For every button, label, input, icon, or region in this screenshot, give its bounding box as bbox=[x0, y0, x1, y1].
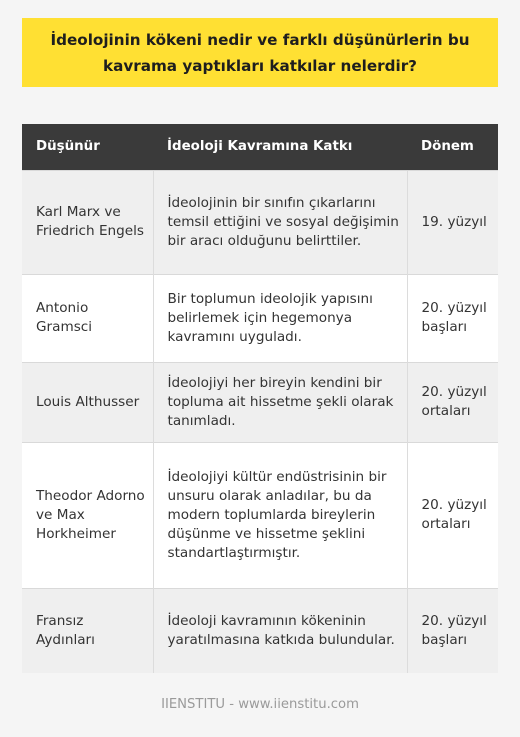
cell-contribution: Bir toplumun ideolojik yapısını belirlemek için hegemonya kavramını uyguladı. bbox=[153, 274, 407, 362]
cell-contribution: İdeolojiyi her bireyin kendini bir topluma ait hissetme şekli olarak tanımladı. bbox=[153, 362, 407, 442]
cell-contribution: İdeoloji kavramının kökeninin yaratılmasına katkıda bulundular. bbox=[153, 588, 407, 673]
footer-credit: IIENSTITU - www.iienstitu.com bbox=[161, 697, 359, 712]
cell-thinker: Karl Marx ve Friedrich Engels bbox=[22, 170, 153, 274]
table-row bbox=[22, 588, 498, 673]
thinkers-table bbox=[22, 124, 498, 673]
cell-period: 19. yüzyıl bbox=[407, 170, 498, 274]
cell-thinker: Theodor Adorno ve Max Horkheimer bbox=[22, 442, 153, 588]
table-row bbox=[22, 170, 498, 274]
cell-thinker: Louis Althusser bbox=[22, 362, 153, 442]
cell-contribution: İdeolojiyi kültür endüstrisinin bir unsuru olarak anladılar, bu da modern toplumlarda bireylerin düşünme ve hissetme şeklini standartlaştırmıştır. bbox=[153, 442, 407, 588]
table-row bbox=[22, 274, 498, 362]
cell-period: 20. yüzyıl ortaları bbox=[407, 442, 498, 588]
cell-thinker: Fransız Aydınları bbox=[22, 588, 153, 673]
title-banner bbox=[22, 18, 498, 87]
page-title: İdeolojinin kökeni nedir ve farklı düşünürlerin bu kavrama yaptıkları katkılar nelerdir? bbox=[50, 30, 470, 75]
cell-period: 20. yüzyıl ortaları bbox=[407, 362, 498, 442]
cell-contribution: İdeolojinin bir sınıfın çıkarlarını temsil ettiğini ve sosyal değişimin bir aracı olduğunu belirttiler. bbox=[153, 170, 407, 274]
cell-thinker: Antonio Gramsci bbox=[22, 274, 153, 362]
header-period: Dönem bbox=[407, 124, 498, 170]
table-header-row bbox=[22, 124, 498, 170]
cell-period: 20. yüzyıl başları bbox=[407, 588, 498, 673]
header-contribution: İdeoloji Kavramına Katkı bbox=[153, 124, 407, 170]
table-row bbox=[22, 362, 498, 442]
cell-period: 20. yüzyıl başları bbox=[407, 274, 498, 362]
header-thinker: Düşünür bbox=[22, 124, 153, 170]
table-row bbox=[22, 442, 498, 588]
